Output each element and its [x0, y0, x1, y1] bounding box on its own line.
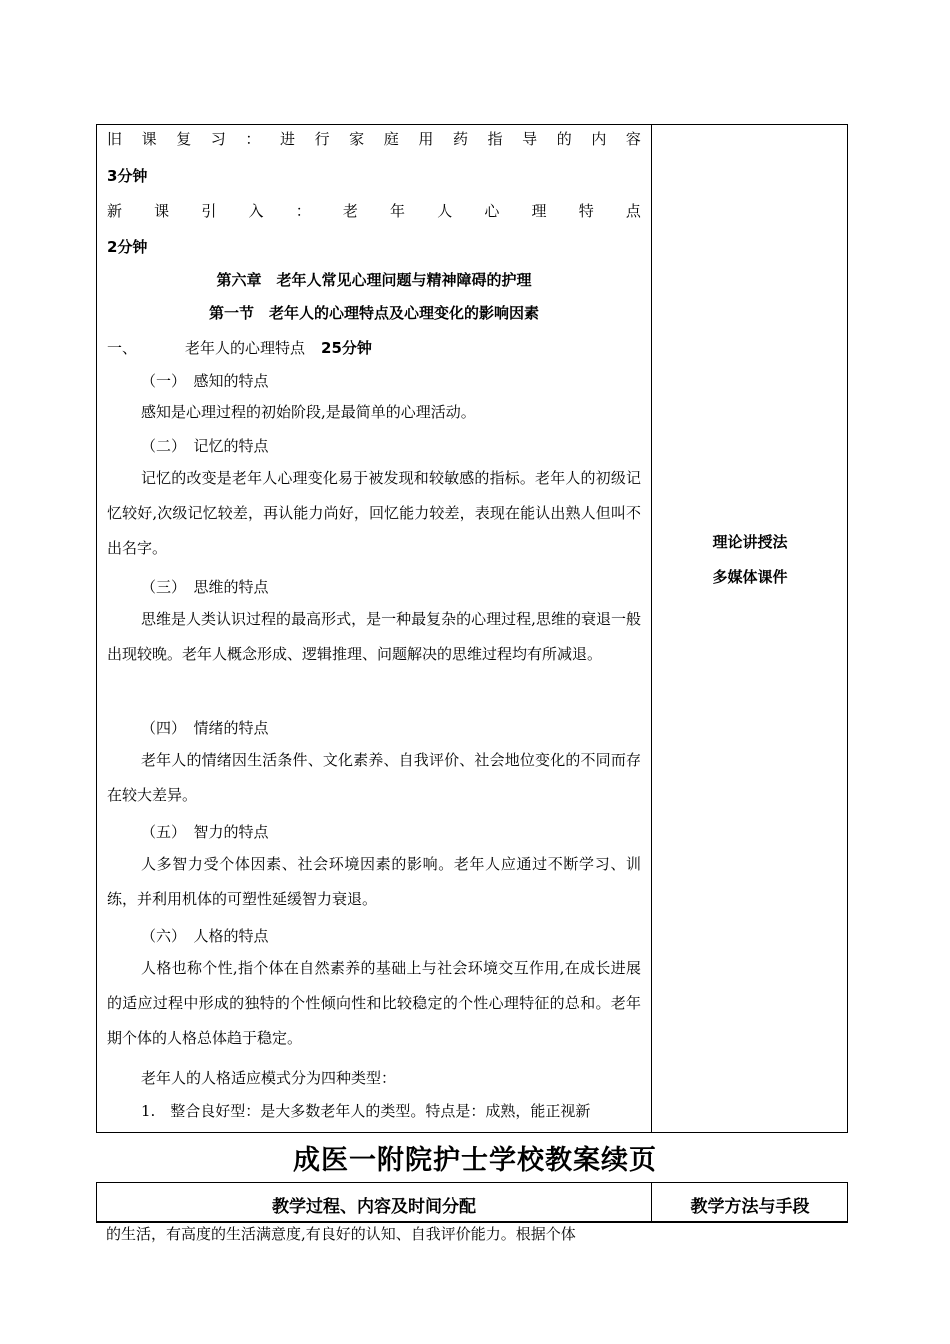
item-label: （五） 智力的特点 [141, 823, 269, 841]
continuation-table-header [96, 1182, 848, 1222]
item-text: 人多智力受个体因素、社会环境因素的影响。老年人应通过不断学习、训练，并利用机体的可塑性延缓智力衰退。 [107, 855, 641, 908]
item-label: （二） 记忆的特点 [141, 437, 269, 455]
item-label: （三） 思维的特点 [141, 578, 269, 596]
item-text: 思维是人类认识过程的最高形式，是一种最复杂的心理过程,思维的衰退一般出现较晚。老年人概念形成、逻辑推理、问题解决的思维过程均有所减退。 [107, 610, 641, 663]
item-label: （四） 情绪的特点 [141, 719, 269, 737]
spread-char: 导 [522, 130, 538, 148]
spread-char: 课 [154, 202, 170, 220]
header-methods: 教学方法与手段 [690, 1197, 810, 1217]
part-heading [107, 338, 641, 358]
spread-char: 容 [625, 130, 641, 148]
teaching-method-1: 理论讲授法 [712, 533, 788, 551]
spread-char: 复 [176, 130, 192, 148]
item-label: （一） 感知的特点 [141, 372, 269, 390]
review-line [107, 129, 641, 149]
spread-char: 理 [531, 202, 547, 220]
spread-char: 家 [349, 130, 365, 148]
spread-char: 内 [591, 130, 607, 148]
item-text: 老年人的情绪因生活条件、文化素养、自我评价、社会地位变化的不同而存在较大差异。 [107, 751, 641, 804]
part-title: 老年人的心理特点 [185, 339, 306, 357]
part-time: 25分钟 [321, 339, 372, 357]
spread-char: 指 [487, 130, 503, 148]
spread-char: ： [295, 202, 311, 220]
list-item-1: 1. 整合良好型：是大多数老年人的类型。特点是：成熟，能正视新 [141, 1102, 591, 1120]
item-text: 人格也称个性,指个体在自然素养的基础上与社会环境交互作用,在成长进展的适应过程中形成的独特的个性倾向性和比较稳定的个性心理特征的总和。老年期个体的人格总体趋于稳定。 [107, 959, 641, 1047]
spread-char: 人 [437, 202, 453, 220]
spread-char: 新 [107, 202, 123, 220]
spread-char: 心 [484, 202, 500, 220]
teaching-method-2: 多媒体课件 [712, 568, 788, 586]
spread-char: 行 [314, 130, 330, 148]
spread-char: 老 [342, 202, 358, 220]
spread-char: 习 [210, 130, 226, 148]
item-label: （六） 人格的特点 [141, 927, 269, 945]
spread-char: 特 [578, 202, 594, 220]
spread-char: 入 [248, 202, 264, 220]
column-divider [651, 125, 652, 1132]
row-divider [96, 1222, 848, 1223]
spread-char: 点 [625, 202, 641, 220]
spread-char: 课 [141, 130, 157, 148]
spread-char: 用 [418, 130, 434, 148]
spread-char: 进 [279, 130, 295, 148]
intro-time: 2分钟 [107, 238, 148, 256]
item-text: 记忆的改变是老年人心理变化易于被发现和较敏感的指标。老年人的初级记忆较好,次级记忆较差，再认能力尚好，回忆能力较差，表现在能认出熟人但叫不出名字。 [107, 469, 641, 557]
intro-line [107, 201, 641, 221]
continued-text: 的生活，有高度的生活满意度,有良好的认知、自我评价能力。根据个体 [106, 1225, 576, 1243]
spread-char: 庭 [383, 130, 399, 148]
header-process: 教学过程、内容及时间分配 [272, 1197, 476, 1217]
review-time: 3分钟 [107, 167, 148, 185]
spread-char: 引 [201, 202, 217, 220]
spread-char: ： [245, 130, 261, 148]
lesson-table [96, 124, 848, 1133]
part-number: 一、 [107, 339, 138, 357]
page-title: 成医一附院护士学校教案续页 [293, 1145, 657, 1176]
item-text: 感知是心理过程的初始阶段,是最简单的心理活动。 [141, 403, 476, 421]
section-title: 第一节 老年人的心理特点及心理变化的影响因素 [208, 304, 539, 322]
spread-char: 药 [452, 130, 468, 148]
spread-char: 旧 [107, 130, 123, 148]
spread-char: 的 [556, 130, 572, 148]
spread-char: 年 [390, 202, 406, 220]
chapter-title: 第六章 老年人常见心理问题与精神障碍的护理 [216, 271, 532, 289]
adaptation-intro: 老年人的人格适应模式分为四种类型： [141, 1069, 397, 1087]
